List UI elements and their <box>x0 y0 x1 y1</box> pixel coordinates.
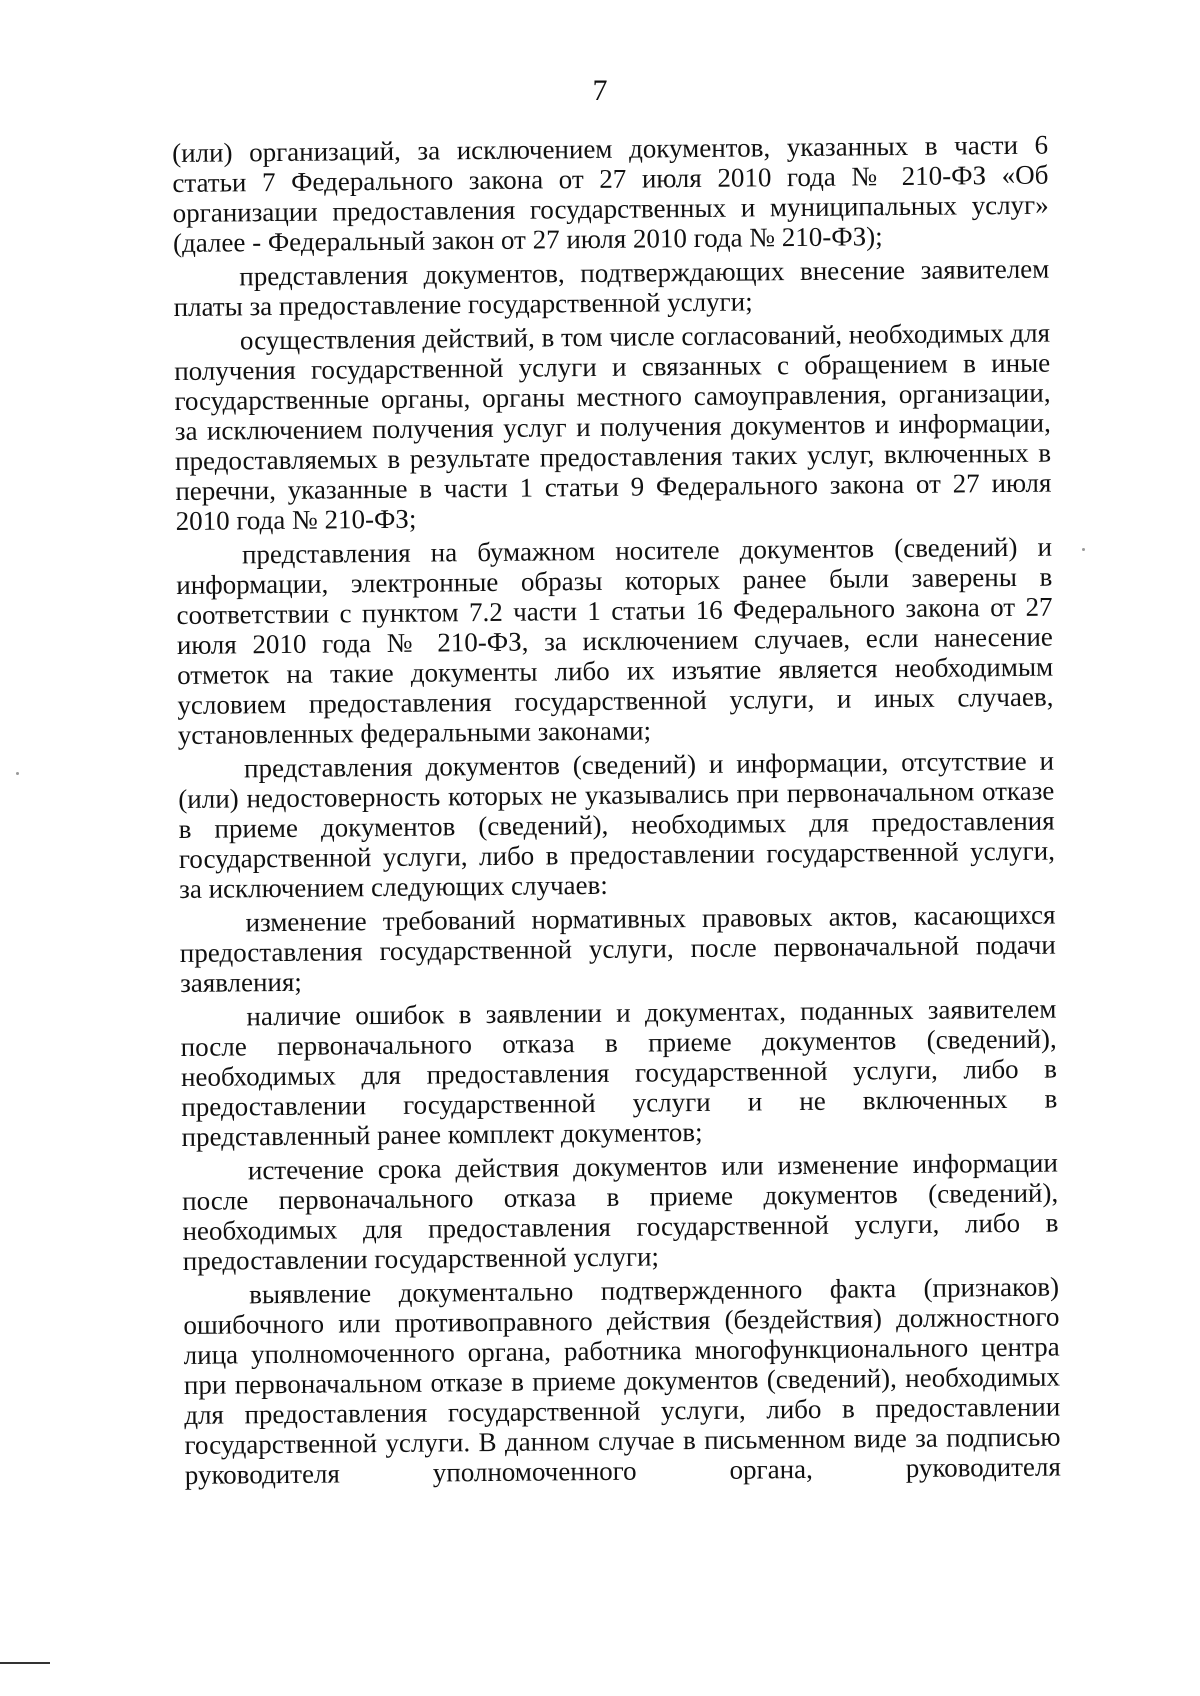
paragraph-paper-documents: представления на бумажном носителе документов (сведений) и информации, электронные образы которых ранее были заверены в соответствии с пунктом 7.2 части 1 статьи 16 Федерального закона от 27 июля 2010 года № 210-ФЗ, за исключением случаев, если нанесение отметок на такие документы либо их изъятие является необходимым условием предоставления государственной услуги, и иных случаев, установленных федеральными законами; <box>176 531 1054 750</box>
paragraph-errors-in-application: наличие ошибок в заявлении и документах, поданных заявителем после первоначального отказа в приеме документов (сведений), необходимых для предоставления государственной услуги, либо в предоставлении государственной услуги и не включенных в представленный ранее комплект документов; <box>180 993 1058 1152</box>
paragraph-continuation: (или) организаций, за исключением документов, указанных в части 6 статьи 7 Федерального закона от 27 июля 2010 года № 210-ФЗ «Об организации предоставления государственных и муниципальных услуг» (далее - Федеральный закон от 27 июля 2010 года № 210-ФЗ); <box>172 129 1049 258</box>
paragraph-actions-approvals: осуществления действий, в том числе согласований, необходимых для получения государственной услуги и связанных с обращением в иные государственные органы, органы местного самоуправления, организации, за исключением получения услуг и получения документов и информации, предоставляемых в результате предоставления таких услуг, включенных в перечни, указанные в части 1 статьи 9 Федерального закона от 27 июля 2010 года № 210-ФЗ; <box>174 317 1052 536</box>
paragraph-expiry-of-documents: истечение срока действия документов или изменение информации после первоначального отказа в приеме документов (сведений), необходимых для предоставления государственной услуги, либо в предоставлении государственной услуги; <box>182 1147 1059 1276</box>
paragraph-payment-documents: представления документов, подтверждающих внесение заявителем платы за предоставление государственной услуги; <box>173 253 1050 322</box>
document-body <box>172 130 1061 1494</box>
paragraph-missing-documents: представления документов (сведений) и информации, отсутствие и (или) недостоверность которых не указывались при первоначальном отказе в приеме документов (сведений), необходимых для предоставления государственной услуги, либо в предоставлении государственной услуги, за исключением следующих случаев: <box>178 745 1056 904</box>
page-number: 7 <box>592 74 608 107</box>
footer-rule <box>0 1662 50 1664</box>
scan-speck <box>1082 548 1085 551</box>
scan-speck <box>16 772 19 775</box>
paragraph-requirements-change: изменение требований нормативных правовых актов, касающихся предоставления государственной услуги, после первоначальной подачи заявления; <box>179 899 1056 998</box>
paragraph-erroneous-action: выявление документально подтвержденного факта (признаков) ошибочного или противоправного действия (бездействия) должностного лица уполномоченного органа, работника многофункционального центра при первоначальном отказе в приеме документов (сведений), необходимых для предоставления государственной услуги, либо в предоставлении государственной услуги. В данном случае в письменном виде за подписью руководителя уполномоченного органа, руководителя <box>183 1271 1061 1490</box>
